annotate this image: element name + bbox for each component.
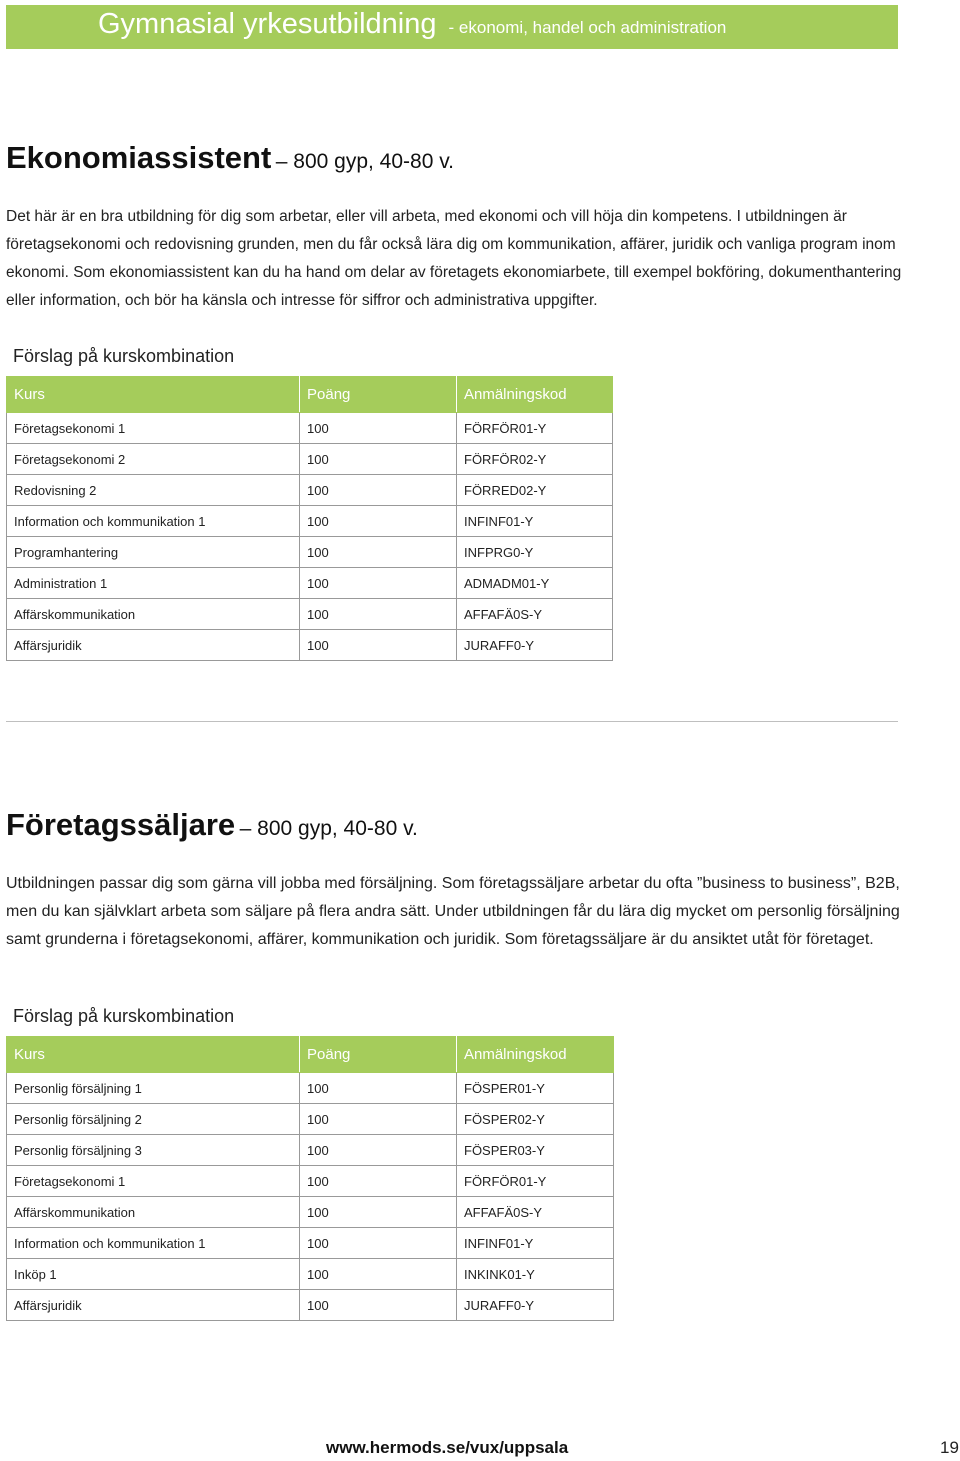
table-row bbox=[7, 1228, 614, 1259]
course-name-cell: Affärskommunikation bbox=[7, 599, 300, 630]
table-row bbox=[7, 1073, 614, 1104]
course-name-cell: Företagsekonomi 1 bbox=[7, 1166, 300, 1197]
points-cell: 100 bbox=[300, 1104, 457, 1135]
table-row bbox=[7, 444, 613, 475]
table-row bbox=[7, 599, 613, 630]
course-name-cell: Företagsekonomi 2 bbox=[7, 444, 300, 475]
course-name-cell: Personlig försäljning 1 bbox=[7, 1073, 300, 1104]
points-cell: 100 bbox=[300, 630, 457, 661]
table-row bbox=[7, 568, 613, 599]
table-row bbox=[7, 1197, 614, 1228]
column-header-anmalningskod: Anmälningskod bbox=[457, 1037, 614, 1073]
table-row bbox=[7, 506, 613, 537]
section-title: Ekonomiassistent bbox=[6, 140, 272, 175]
course-name-cell: Redovisning 2 bbox=[7, 475, 300, 506]
table-row bbox=[7, 1135, 614, 1166]
points-cell: 100 bbox=[300, 506, 457, 537]
course-name-cell: Information och kommunikation 1 bbox=[7, 1228, 300, 1259]
table-heading: Förslag på kurskombination bbox=[13, 1006, 235, 1026]
points-cell: 100 bbox=[300, 444, 457, 475]
registration-code-cell: JURAFF0-Y bbox=[457, 1290, 614, 1321]
section-heading-ekonomiassistent bbox=[6, 140, 454, 176]
table-row bbox=[7, 1259, 614, 1290]
table-header-row bbox=[7, 377, 613, 413]
page-header-title bbox=[98, 8, 726, 41]
header-subtitle: - ekonomi, handel och administration bbox=[448, 18, 727, 37]
section-meta: – 800 gyp, 40-80 v. bbox=[275, 150, 454, 173]
course-name-cell: Inköp 1 bbox=[7, 1259, 300, 1290]
points-cell: 100 bbox=[300, 537, 457, 568]
course-table-foretagssaljare bbox=[6, 1036, 614, 1321]
course-name-cell: Affärskommunikation bbox=[7, 1197, 300, 1228]
registration-code-cell: INFINF01-Y bbox=[457, 1228, 614, 1259]
column-header-poang: Poäng bbox=[300, 1037, 457, 1073]
course-name-cell: Affärsjuridik bbox=[7, 630, 300, 661]
course-name-cell: Affärsjuridik bbox=[7, 1290, 300, 1321]
registration-code-cell: FÖRRED02-Y bbox=[457, 475, 613, 506]
points-cell: 100 bbox=[300, 475, 457, 506]
table-row bbox=[7, 413, 613, 444]
points-cell: 100 bbox=[300, 1135, 457, 1166]
points-cell: 100 bbox=[300, 1073, 457, 1104]
points-cell: 100 bbox=[300, 568, 457, 599]
points-cell: 100 bbox=[300, 1197, 457, 1228]
points-cell: 100 bbox=[300, 599, 457, 630]
table-header-row bbox=[7, 1037, 614, 1073]
section-meta: – 800 gyp, 40-80 v. bbox=[239, 817, 418, 840]
column-header-kurs: Kurs bbox=[7, 1037, 300, 1073]
registration-code-cell: INKINK01-Y bbox=[457, 1259, 614, 1290]
registration-code-cell: JURAFF0-Y bbox=[457, 630, 613, 661]
page-number: 19 bbox=[940, 1438, 959, 1457]
points-cell: 100 bbox=[300, 1290, 457, 1321]
registration-code-cell: INFINF01-Y bbox=[457, 506, 613, 537]
header-title: Gymnasial yrkesutbildning bbox=[98, 8, 437, 40]
points-cell: 100 bbox=[300, 1166, 457, 1197]
registration-code-cell: FÖSPER02-Y bbox=[457, 1104, 614, 1135]
column-header-kurs: Kurs bbox=[7, 377, 300, 413]
registration-code-cell: ADMADM01-Y bbox=[457, 568, 613, 599]
footer-url: www.hermods.se/vux/uppsala bbox=[326, 1438, 569, 1457]
section-description: Det här är en bra utbildning för dig som arbetar, eller vill arbeta, med ekonomi och vill höja din kompetens. I utbildningen är företagsekonomi och redovisning grunden, men du får också lära dig om kommunikation, affärer, juridik och vanliga program inom ekonomi. Som ekonomiassistent kan du ha hand om delar av företagets ekonomiarbete, till exempel bokföring, dokumenthantering eller information, och bör ha känsla och intresse för siffror och administrativa uppgifter. bbox=[6, 208, 902, 309]
course-name-cell: Information och kommunikation 1 bbox=[7, 506, 300, 537]
points-cell: 100 bbox=[300, 1259, 457, 1290]
table-row bbox=[7, 630, 613, 661]
table-row bbox=[7, 475, 613, 506]
registration-code-cell: FÖSPER03-Y bbox=[457, 1135, 614, 1166]
section-title: Företagssäljare bbox=[6, 807, 236, 842]
section-description: Utbildningen passar dig som gärna vill jobba med försäljning. Som företagssäljare arbetar du ofta ”business to business”, B2B, men du kan självklart arbeta som säljare på flera andra sätt. Under utbildningen får du lära dig mycket om personlig försäljning samt grunderna i företagsekonomi, affärer, kommunikation och juridik. Som företagssäljare är du ansiktet utåt för företaget. bbox=[6, 875, 900, 948]
section-heading-foretagssaljare bbox=[6, 807, 418, 843]
course-name-cell: Företagsekonomi 1 bbox=[7, 413, 300, 444]
table-row bbox=[7, 1290, 614, 1321]
registration-code-cell: AFFAFÄ0S-Y bbox=[457, 1197, 614, 1228]
section-divider bbox=[6, 721, 898, 722]
column-header-anmalningskod: Anmälningskod bbox=[457, 377, 613, 413]
table-row bbox=[7, 1166, 614, 1197]
table-row bbox=[7, 1104, 614, 1135]
points-cell: 100 bbox=[300, 1228, 457, 1259]
registration-code-cell: AFFAFÄ0S-Y bbox=[457, 599, 613, 630]
course-name-cell: Personlig försäljning 2 bbox=[7, 1104, 300, 1135]
registration-code-cell: FÖRFÖR01-Y bbox=[457, 413, 613, 444]
registration-code-cell: FÖRFÖR01-Y bbox=[457, 1166, 614, 1197]
column-header-poang: Poäng bbox=[300, 377, 457, 413]
points-cell: 100 bbox=[300, 413, 457, 444]
table-heading: Förslag på kurskombination bbox=[13, 346, 235, 366]
registration-code-cell: FÖSPER01-Y bbox=[457, 1073, 614, 1104]
table-row bbox=[7, 537, 613, 568]
course-name-cell: Personlig försäljning 3 bbox=[7, 1135, 300, 1166]
registration-code-cell: FÖRFÖR02-Y bbox=[457, 444, 613, 475]
course-name-cell: Programhantering bbox=[7, 537, 300, 568]
registration-code-cell: INFPRG0-Y bbox=[457, 537, 613, 568]
course-table-ekonomiassistent bbox=[6, 376, 613, 661]
course-name-cell: Administration 1 bbox=[7, 568, 300, 599]
